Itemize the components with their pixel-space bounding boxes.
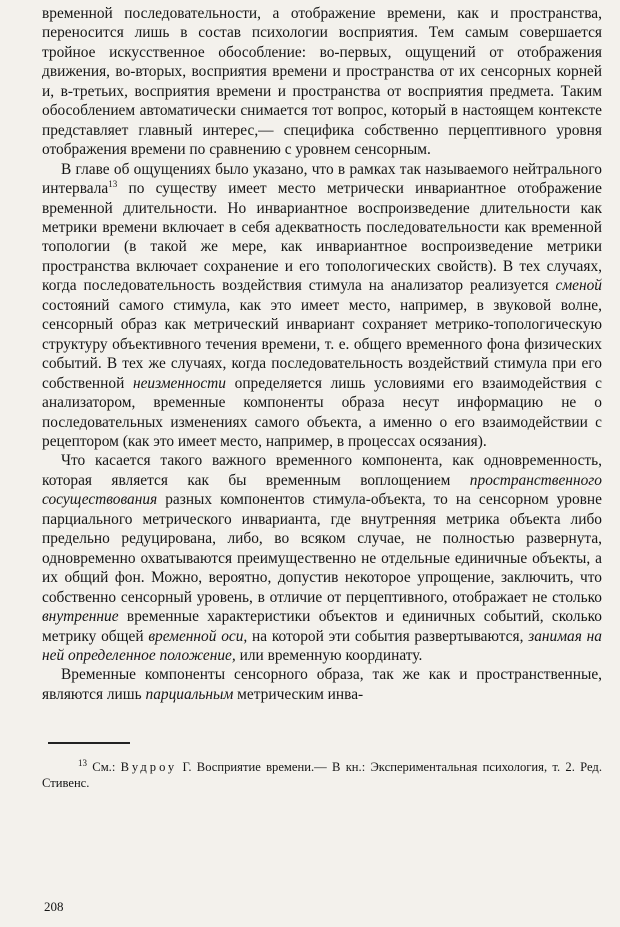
paragraph-3 (42, 451, 602, 665)
paragraph-2-part-a: В главе об ощущениях было указано, что в рамках так называемого нейтрального интервала (42, 160, 602, 198)
emphasis-neizmennosti: неизменности (132, 374, 226, 392)
emphasis-smenoy: сменой (555, 277, 602, 295)
paragraph-3-part-d: на которой эти события развертываются, (252, 627, 524, 645)
paragraph-2-part-d: определяется лишь условиями его взаимодействия с анализатором, временные компоненты образа несут информацию не о последовательных изменениях самого объекта, а именно о его взаимодействии с рецептором (как это имеет место, например, в процессах осязания). (42, 374, 602, 450)
paragraph-3-part-a: Что касается такого важного временного компонента, как одновременность, которая является как бы временным воплощением (42, 452, 602, 489)
emphasis-zanimaya: занимая на ней определенное положение, (42, 627, 602, 664)
body-text (42, 4, 602, 704)
paragraph-4-part-b: метрическим инва- (237, 685, 364, 703)
paragraph-3-part-b: разных компонентов стимула-объекта, то на сенсорном уровне парциального метрического инварианта, где внутренняя метрика объекта либо предельно редуцирована, либо, во всяком случае, не полностью развернута, одновременно охватываются преимущественно не отдельные единичные объекты, а их общий фон. Можно, вероятно, допустив некоторое упрощение, заключить, что собственно сенсорный уровень, в отличие от перцептивного, отображает не столько (42, 491, 602, 606)
paragraph-4 (42, 665, 602, 704)
footnote-ref: 13 (108, 178, 118, 189)
paragraph-4-part-a: Временные компоненты сенсорного образа, так же как и пространственные, являются лишь (42, 666, 602, 703)
footnote-divider (48, 742, 130, 744)
paragraph-2 (42, 160, 602, 452)
footnote-marker: 13 (78, 757, 87, 768)
paragraph-3-part-c: временные характеристики объектов и единичных событий, сколько метрику общей (42, 608, 602, 645)
footnote (42, 759, 602, 791)
footnote-prefix: См.: (92, 759, 116, 774)
emphasis-sosushchestvovaniya: пространственного сосуществования (42, 471, 602, 509)
emphasis-vnutrennie: внутренние (42, 608, 119, 626)
emphasis-partsialnym: парциальным (145, 685, 234, 703)
emphasis-vremennoy-osi: временной оси, (148, 627, 248, 645)
page-number: 208 (44, 899, 64, 914)
paragraph-3-part-e: или временную координату. (239, 646, 423, 664)
paragraph-2-part-c: состояний самого стимула, как это имеет место, например, в звуковой волне, сенсорный образ как метрический инвариант сохраняет метрико-топологическую структуру объективного течения времени, т. е. общего временного фона физических событий. В тех же случаях, когда последовательность воздействий стимула при его собственной (42, 296, 602, 392)
paragraph-2-part-b: по существу имеет место метрически инвариантное отображение временной длительности. Но инвариантное воспроизведение длительности как метрики времени включает в себя адекватность последовательности как временной топологии (в такой же мере, как инвариантное воспроизведение метрики пространства включает сохранение и его топологических свойств). В тех случаях, когда последовательность воздействия стимула на анализатор реализуется (42, 180, 602, 295)
paragraph-1: временной последовательности, а отображение времени, как и пространства, переносится лишь в состав психологии восприятия. Тем самым совершается тройное искусственное обособление: во-первых, ощущений от отображения движения, во-вторых, восприятия времени и пространства от их сенсорных корней и, в-третьих, восприятия времени и пространства от восприятия предмета. Таким обособлением автоматически снимается тот вопрос, который в настоящем контексте представляет главный интерес,— специфика собственно перцептивного уровня отображения времени по сравнению с уровнем сенсорным. (42, 5, 602, 159)
footnote-text: Г. Восприятие времени.— В кн.: Экспериментальная психология, т. 2. Ред. Стивенс. (42, 759, 602, 790)
footnote-author: Вудроу (120, 759, 178, 774)
